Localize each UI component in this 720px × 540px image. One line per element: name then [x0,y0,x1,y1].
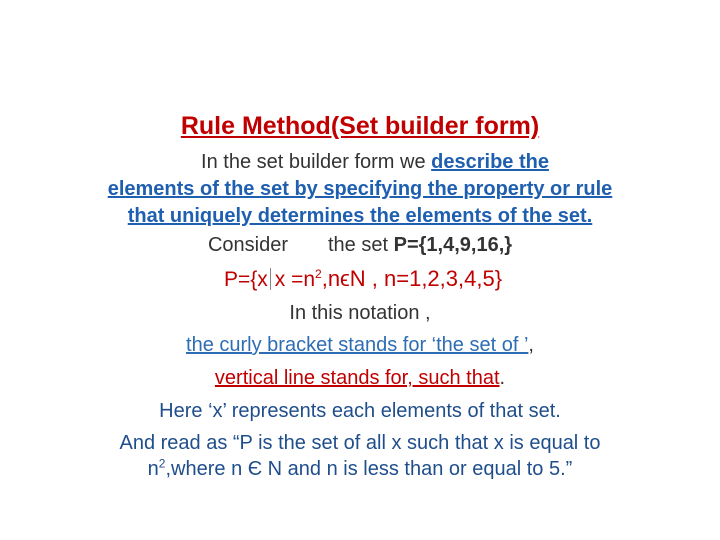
vertical-bar [270,268,271,290]
read-as-line: And read as “P is the set of all x such that x is equal to [119,432,601,454]
vertical-line-explanation: vertical line stands for, such that [214,367,500,389]
read-as-n: n [147,458,159,480]
definition-line-3: that uniquely determines the elements of the set. [127,205,593,227]
vertical-line-tail: . [499,367,506,389]
vertical-line-line [0,367,720,390]
consider-line [0,234,720,257]
notation-rule: x =n [274,268,316,291]
notation-lead: P={x [223,268,268,291]
intro-line [0,151,720,174]
read-as-line-2 [0,458,720,481]
read-as-rest: ,where n Є N and n is less than or equal to 5.” [165,458,573,480]
curly-bracket-explanation: the curly bracket stands for ‘the set of ’ [186,334,529,356]
definition-line-2: elements of the set by specifying the property or rule [107,178,613,200]
consider-text: the set [328,234,394,256]
notation-intro: In this notation , [289,302,431,324]
intro-highlight: describe the [431,151,549,173]
consider-label: Consider [207,234,288,256]
notation-values: n=1,2,3,4,5} [377,266,503,291]
curly-bracket-line [0,334,720,357]
intro-text: In the set builder form we [201,151,432,173]
set-builder-notation [0,266,720,292]
slide-title: Rule Method(Set builder form) [180,112,540,140]
example-set: P={1,4,9,16,} [393,234,513,256]
read-as-exponent: 2 [158,456,166,471]
notation-domain: ,nϵN , [321,266,378,291]
x-explanation: Here ‘x’ represents each elements of that set. [159,400,561,422]
notation-exponent: 2 [315,267,322,281]
curly-bracket-tail: , [528,334,534,356]
